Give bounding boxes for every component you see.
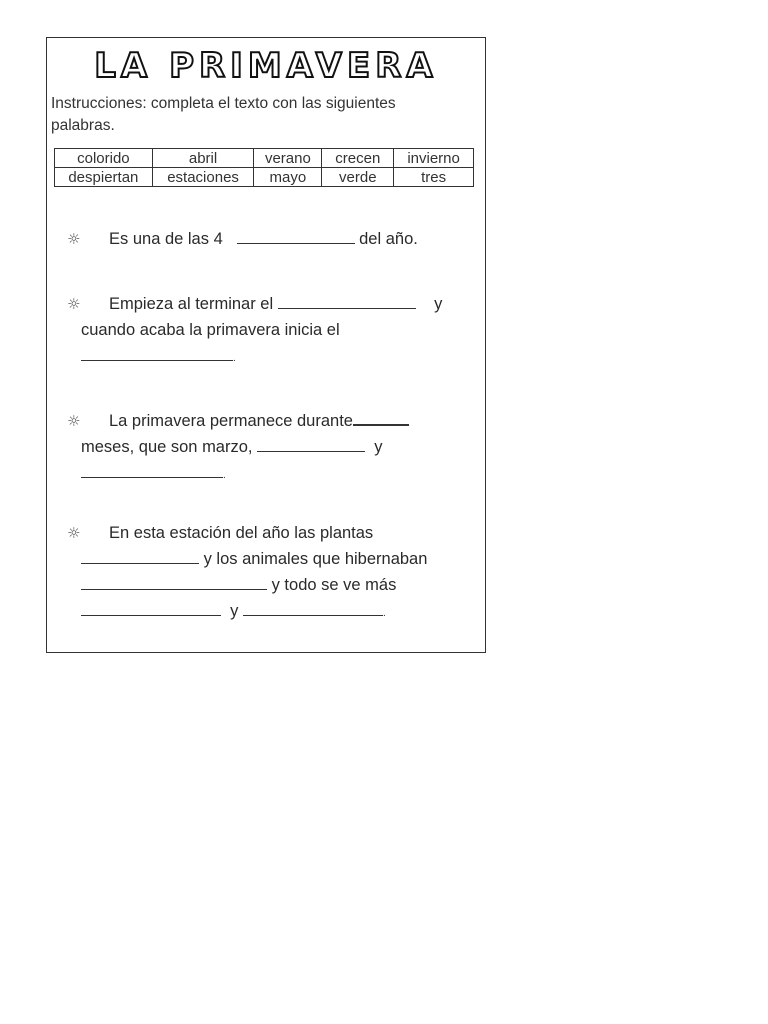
exercise-text: y xyxy=(374,438,383,456)
answer-blank[interactable] xyxy=(81,599,221,616)
sun-icon: ☼ xyxy=(67,230,81,248)
word-bank-cell: mayo xyxy=(254,168,322,187)
worksheet xyxy=(46,37,486,653)
word-bank-cell: tres xyxy=(394,168,474,187)
answer-blank[interactable] xyxy=(257,435,365,452)
word-bank-cell: crecen xyxy=(322,149,394,168)
word-bank-cell: colorido xyxy=(55,149,153,168)
worksheet-title: LA PRIMAVERA xyxy=(94,46,438,86)
exercise-line xyxy=(81,546,481,572)
exercise-text: . xyxy=(233,353,236,364)
exercise-text: Empieza al terminar el xyxy=(109,295,274,313)
word-bank-table xyxy=(54,148,474,187)
exercise-item-1 xyxy=(67,226,481,252)
answer-blank[interactable] xyxy=(81,344,233,361)
exercise-text: y los animales que hibernaban xyxy=(203,550,428,568)
exercise-text: meses, que son marzo, xyxy=(81,438,253,456)
exercise-item-4 xyxy=(67,520,481,627)
exercise-text: y todo se ve más xyxy=(271,576,397,594)
exercise-text: . xyxy=(223,470,226,481)
exercise-line xyxy=(81,408,481,434)
exercise-line xyxy=(81,343,481,372)
exercise-text: y xyxy=(230,602,239,620)
word-bank-row xyxy=(55,149,474,168)
exercise-text: cuando acaba la primavera inicia el xyxy=(81,321,340,339)
answer-blank[interactable] xyxy=(243,599,383,616)
exercise-line xyxy=(81,226,481,252)
word-bank-cell: abril xyxy=(152,149,254,168)
word-bank-row xyxy=(55,168,474,187)
exercise-text: La primavera permanece durante xyxy=(109,412,353,430)
word-bank-cell: verde xyxy=(322,168,394,187)
answer-blank[interactable] xyxy=(81,573,267,590)
sun-icon: ☼ xyxy=(67,295,81,313)
exercise-text: Es una de las 4 xyxy=(109,230,223,248)
answer-blank[interactable] xyxy=(353,408,409,426)
word-bank-cell: estaciones xyxy=(152,168,254,187)
exercise-item-2 xyxy=(67,291,481,372)
answer-blank[interactable] xyxy=(81,461,223,478)
exercise-line xyxy=(81,520,481,546)
word-bank-cell: despiertan xyxy=(55,168,153,187)
answer-blank[interactable] xyxy=(81,547,199,564)
exercise-line xyxy=(81,291,481,317)
word-bank-cell: invierno xyxy=(394,149,474,168)
exercise-line xyxy=(81,598,481,627)
word-bank-cell: verano xyxy=(254,149,322,168)
exercise-text: En esta estación del año las plantas xyxy=(109,524,374,542)
exercise-text: . xyxy=(383,608,386,619)
exercise-text: del año. xyxy=(359,230,418,248)
exercise-line xyxy=(81,572,481,598)
sun-icon: ☼ xyxy=(67,524,81,542)
exercise-item-3 xyxy=(67,408,481,489)
instructions-text: Instrucciones: completa el texto con las siguientes palabras. xyxy=(51,95,396,134)
exercise-text: y xyxy=(434,295,443,313)
exercise-line xyxy=(81,317,481,343)
answer-blank[interactable] xyxy=(237,227,355,244)
answer-blank[interactable] xyxy=(278,292,416,309)
exercise-line xyxy=(81,460,481,489)
exercise-line xyxy=(81,434,481,460)
sun-icon: ☼ xyxy=(67,412,81,430)
